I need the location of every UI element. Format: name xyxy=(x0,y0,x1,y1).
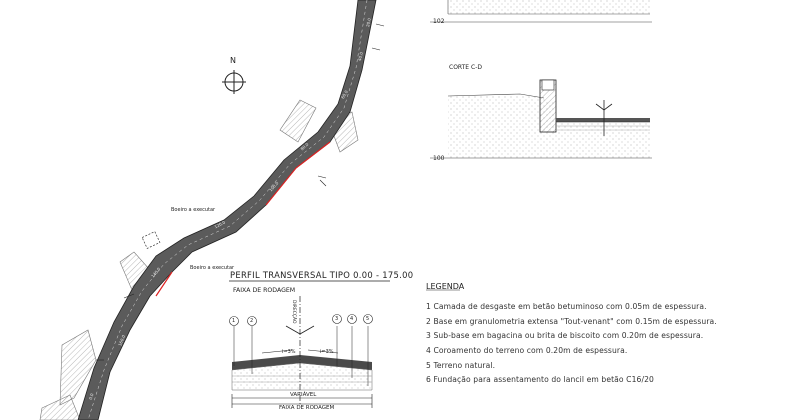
chainage-label: 120.0 xyxy=(213,219,226,230)
section-cd-top xyxy=(430,0,652,22)
parcel-hatch xyxy=(280,100,316,142)
profile-marker: 3 xyxy=(335,316,339,322)
chainage-label: 100.0 xyxy=(268,180,280,193)
typical-profile xyxy=(229,281,390,408)
dimension-variable: VARIÁVEL xyxy=(290,392,317,398)
section-level-top: 102 xyxy=(433,18,445,25)
chainage-label: 80.0 xyxy=(299,141,310,152)
legend-title: LEGENDA xyxy=(426,282,465,291)
north-arrow xyxy=(222,70,246,94)
profile-marker: 4 xyxy=(350,316,354,322)
chainage-label: 40.0 xyxy=(356,51,365,62)
culvert-box xyxy=(142,232,160,249)
direction-label: DIRECÇÃO xyxy=(291,300,296,324)
legend-item: 1 Camada de desgaste em betão betuminoso com 0.05m de espessura. xyxy=(426,302,707,311)
section-cd-title: CORTE C-D xyxy=(449,64,482,71)
profile-marker: 1 xyxy=(232,318,236,324)
legend-item: 5 Terreno natural. xyxy=(426,361,496,370)
profile-marker: 5 xyxy=(366,316,370,322)
profile-subtitle: FAIXA DE RODAGEM xyxy=(233,287,296,294)
slope-left: i=3% xyxy=(282,349,296,355)
dimension-width: FAIXA DE RODAGEM xyxy=(279,405,335,411)
chainage-label: 0.0 xyxy=(87,392,95,401)
road-surface xyxy=(78,0,376,420)
culvert-label: Boeiro a executar xyxy=(171,207,216,213)
north-letter: N xyxy=(230,56,236,65)
chainage-label: 140.0 xyxy=(150,266,162,279)
chainage-label: 60.0 xyxy=(340,89,349,100)
culvert-label: Boeiro a executar xyxy=(190,265,235,271)
legend-item: 2 Base em granulometria extensa "Tout-venant" com 0.15m de espessura. xyxy=(426,317,717,326)
legend-item: 3 Sub-base em bagacina ou brita de biscoito com 0.20m de espessura. xyxy=(426,331,704,340)
profile-marker: 2 xyxy=(250,318,254,324)
chainage-label: 160.0 xyxy=(117,334,127,347)
legend-item: 4 Coroamento do terreno com 0.20m de espessura. xyxy=(426,346,628,355)
chainage-label: 20.0 xyxy=(365,17,372,28)
section-cd xyxy=(430,80,652,158)
profile-title: PERFIL TRANSVERSAL TIPO 0.00 - 175.00 xyxy=(230,270,414,280)
section-level-bottom: 100 xyxy=(433,155,445,162)
slope-right: i=3% xyxy=(320,349,334,355)
legend-item: 6 Fundação para assentamento do lancil em betão C16/20 xyxy=(426,375,654,384)
